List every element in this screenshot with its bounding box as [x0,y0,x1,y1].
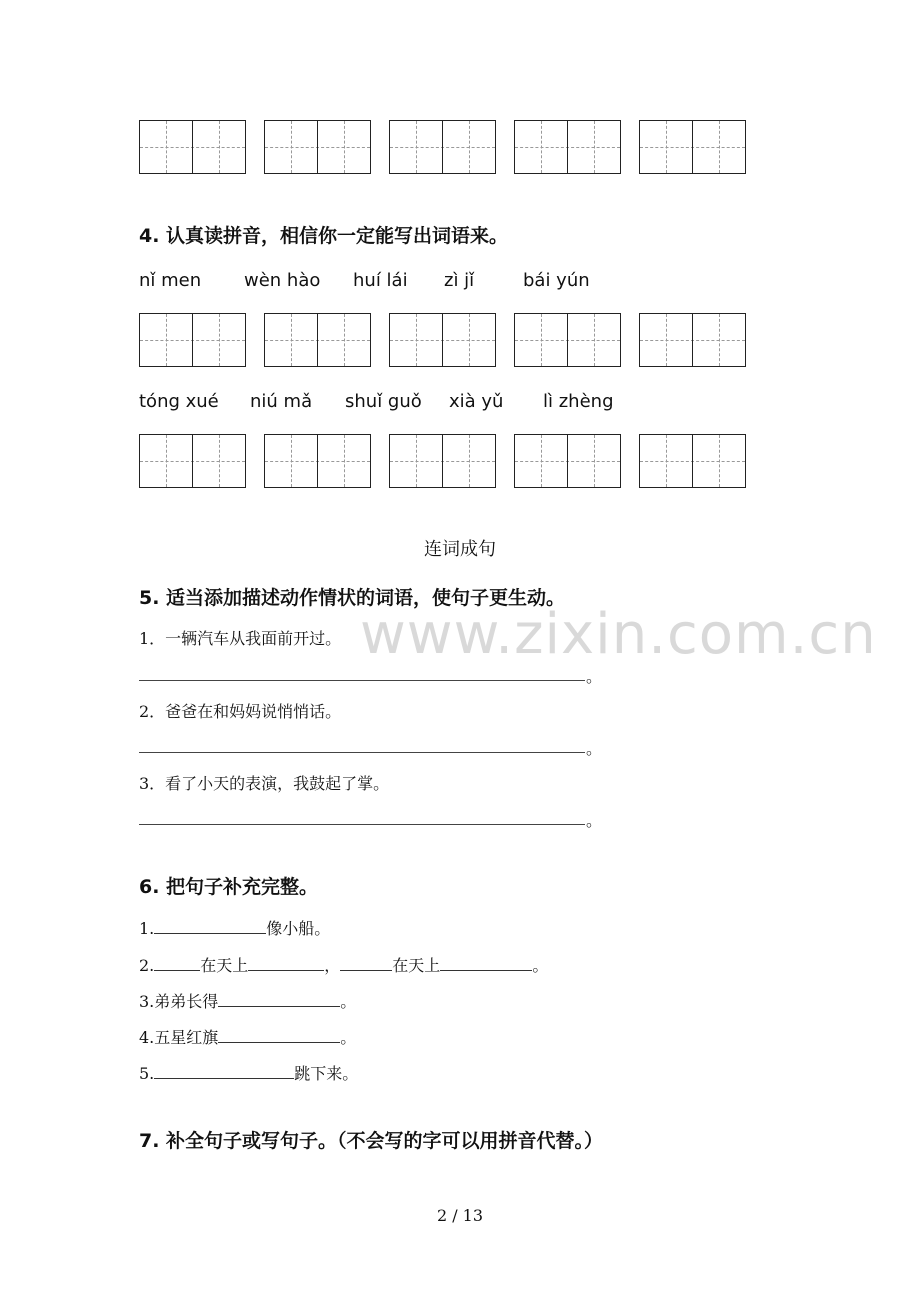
fill-blank[interactable] [340,955,392,971]
pinyin-label: lì zhèng [543,391,614,412]
question-6-title: 6. 把句子补充完整。 [139,876,319,898]
pinyin-label: wèn hào [244,270,321,291]
pinyin-label: tóng xué [139,391,219,412]
fill-blank[interactable] [154,1063,294,1079]
pinyin-label: niú mǎ [250,391,313,412]
item-number: 4. [139,1028,155,1047]
item-end: 。 [532,956,549,975]
section-title: 连词成句 [424,539,496,560]
writing-box[interactable] [139,313,246,367]
item-text: 在天上 [200,956,249,975]
fill-blank[interactable] [154,918,266,934]
writing-box[interactable] [264,120,371,174]
item-text: 五星红旗 [154,1028,219,1047]
pinyin-label: nǐ men [139,270,202,291]
writing-box[interactable] [389,313,496,367]
item-number: 3. [139,992,155,1011]
writing-box[interactable] [514,434,621,488]
writing-box[interactable] [389,120,496,174]
item-number: 2. [139,956,155,975]
q6-item-5 [139,1061,358,1084]
writing-grid-row-1 [139,313,747,367]
q6-item-4 [139,1025,356,1048]
fill-blank[interactable] [218,1027,340,1043]
question-4-title: 4. 认真读拼音，相信你一定能写出词语来。 [139,225,509,247]
fill-blank[interactable] [248,955,324,971]
item-number: 1. [139,919,155,938]
item-text: 像小船。 [266,919,331,938]
item-text: 弟弟长得 [154,992,219,1011]
page-number: 2 / 13 [436,1206,484,1225]
question-7-title: 7. 补全句子或写句子。（不会写的字可以用拼音代替。） [139,1130,604,1152]
writing-box[interactable] [139,120,246,174]
item-number: 5. [139,1064,155,1083]
fill-blank[interactable] [154,955,200,971]
separator: ， [324,956,341,975]
q6-item-2 [139,953,548,976]
watermark: www.zixin.com.cn [360,602,877,667]
period: 。 [586,667,603,686]
answer-line[interactable] [139,752,585,753]
answer-line[interactable] [139,680,585,681]
q6-item-1 [139,916,330,939]
writing-box[interactable] [139,434,246,488]
answer-line[interactable] [139,824,585,825]
writing-box[interactable] [264,434,371,488]
period: 。 [586,739,603,758]
fill-blank[interactable] [440,955,532,971]
q6-item-3 [139,989,356,1012]
writing-box[interactable] [264,313,371,367]
question-5-title: 5. 适当添加描述动作情状的词语，使句子更生动。 [139,587,566,609]
writing-box[interactable] [389,434,496,488]
pinyin-label: huí lái [353,270,408,291]
writing-box[interactable] [639,434,746,488]
q5-item-1: 1．一辆汽车从我面前开过。 [139,629,342,648]
writing-box[interactable] [514,120,621,174]
q5-item-2: 2．爸爸在和妈妈说悄悄话。 [139,702,342,721]
writing-box[interactable] [639,120,746,174]
item-end: 。 [340,1028,357,1047]
item-text: 在天上 [392,956,441,975]
item-text: 跳下来。 [294,1064,359,1083]
pinyin-label: zì jǐ [444,270,475,291]
pinyin-label: shuǐ guǒ [345,391,422,412]
q5-item-3: 3．看了小天的表演，我鼓起了掌。 [139,774,390,793]
writing-box[interactable] [639,313,746,367]
pinyin-label: xià yǔ [449,391,504,412]
writing-grid-row-2 [139,434,747,488]
writing-box[interactable] [514,313,621,367]
period: 。 [586,811,603,830]
writing-grid-row-top [139,120,747,174]
fill-blank[interactable] [218,991,340,1007]
item-end: 。 [340,992,357,1011]
pinyin-label: bái yún [523,270,590,291]
